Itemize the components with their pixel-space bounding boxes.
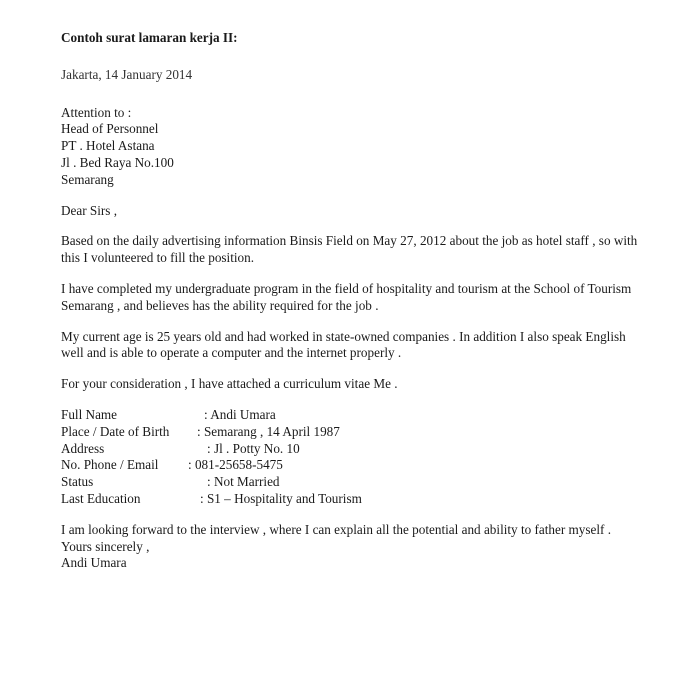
detail-label: Status	[61, 474, 94, 490]
letter-title: Contoh surat lamaran kerja II:	[61, 30, 238, 45]
signer-name: Andi Umara	[61, 555, 127, 571]
detail-row-address	[61, 441, 641, 458]
detail-label: Full Name	[61, 406, 118, 422]
detail-row-phone	[61, 457, 641, 474]
recipient-company: PT . Hotel Astana	[61, 138, 155, 154]
detail-value: : Semarang , 14 April 1987	[197, 423, 340, 439]
detail-value: : S1 – Hospitality and Tourism	[200, 490, 362, 506]
detail-label: Place / Date of Birth	[61, 423, 170, 439]
recipient-block	[61, 105, 641, 189]
detail-row-birth	[61, 424, 641, 441]
body-paragraph: Based on the daily advertising information Binsis Field on May 27, 2012 about the job as hotel staff , so with this I volunteered to fill the position.	[61, 233, 638, 266]
attention-line: Attention to :	[61, 104, 132, 120]
signoff-block	[61, 539, 641, 573]
detail-label: Address	[61, 440, 105, 456]
detail-value: : Jl . Potty No. 10	[207, 440, 300, 456]
detail-row-status	[61, 474, 641, 491]
signoff-line: Yours sincerely ,	[61, 538, 150, 554]
detail-label: Last Education	[61, 490, 141, 506]
detail-row-education	[61, 491, 641, 508]
body-paragraph: For your consideration , I have attached a curriculum vitae Me .	[61, 376, 398, 392]
detail-row-full-name	[61, 407, 641, 424]
detail-value: : Not Married	[207, 474, 280, 490]
recipient-title: Head of Personnel	[61, 121, 159, 137]
body-paragraph: I have completed my undergraduate program in the field of hospitality and tourism at the School of Tourism Semarang , and believes has the ability required for the job .	[61, 280, 632, 313]
personal-details	[61, 407, 641, 508]
closing-paragraph: I am looking forward to the interview , where I can explain all the potential and ability to father myself .	[61, 521, 612, 537]
salutation: Dear Sirs ,	[61, 202, 118, 218]
body-paragraph: My current age is 25 years old and had worked in state-owned companies . In addition I also speak English well and is able to operate a computer and the internet properly .	[61, 328, 626, 361]
detail-value: : Andi Umara	[204, 406, 276, 422]
detail-value: : 081-25658-5475	[188, 457, 283, 473]
letter-date: Jakarta, 14 January 2014	[61, 66, 193, 82]
detail-label: No. Phone / Email	[61, 457, 159, 473]
recipient-city: Semarang	[61, 171, 114, 187]
recipient-street: Jl . Bed Raya No.100	[61, 154, 174, 170]
letter-page	[61, 30, 641, 572]
